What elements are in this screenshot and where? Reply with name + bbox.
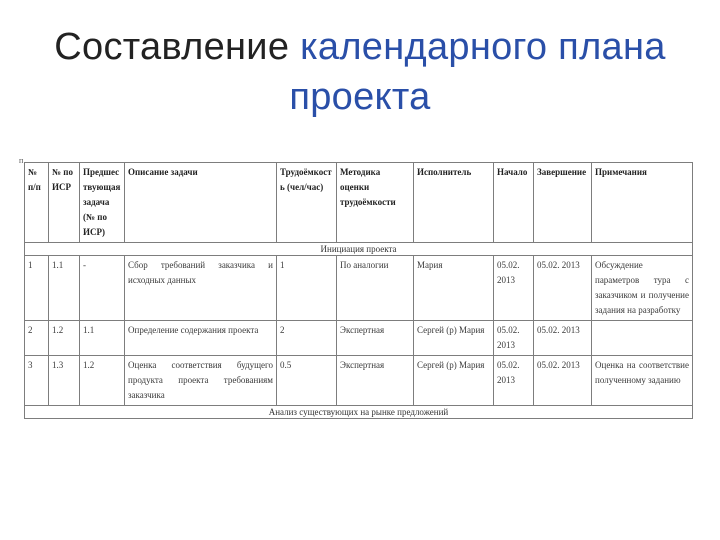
cell-start: 05.02. 2013 [494, 356, 534, 406]
cell-performer: Сергей (р) Мария [414, 321, 494, 356]
section-title: Инициация проекта [25, 243, 693, 256]
cell-method: Экспертная [337, 321, 414, 356]
title-part-2: календарного плана [300, 26, 666, 68]
cell-isr: 1.3 [49, 356, 80, 406]
header-predecessor: Предшествующая задача (№ по ИСР) [80, 163, 125, 243]
cell-predecessor: 1.1 [80, 321, 125, 356]
header-method: Методика оценки трудоёмкости [337, 163, 414, 243]
cell-end: 05.02. 2013 [534, 321, 592, 356]
cell-end: 05.02. 2013 [534, 256, 592, 321]
cell-performer: Сергей (р) Мария [414, 356, 494, 406]
cell-description: Сбор требований заказчика и исходных данных [125, 256, 277, 321]
cell-effort: 1 [277, 256, 337, 321]
cell-num: 3 [25, 356, 49, 406]
cell-end: 05.02. 2013 [534, 356, 592, 406]
header-num: № п/п [25, 163, 49, 243]
cell-performer: Мария [414, 256, 494, 321]
section-title: Анализ существующих на рынке предложений [25, 406, 693, 419]
title-part-3: проекта [289, 76, 431, 118]
cell-predecessor: 1.2 [80, 356, 125, 406]
project-schedule-table [24, 162, 693, 419]
table-header-row [25, 163, 693, 243]
header-end: Завершение [534, 163, 592, 243]
table-row [25, 356, 693, 406]
cell-start: 05.02. 2013 [494, 321, 534, 356]
cell-notes: Обсуждение параметров тура с заказчиком и получение задания на разработку [592, 256, 693, 321]
cell-effort: 0.5 [277, 356, 337, 406]
cell-num: 2 [25, 321, 49, 356]
section-row [25, 406, 693, 419]
header-start: Начало [494, 163, 534, 243]
header-isr: № по ИСР [49, 163, 80, 243]
cell-start: 05.02. 2013 [494, 256, 534, 321]
table-row [25, 256, 693, 321]
cell-isr: 1.2 [49, 321, 80, 356]
cell-num: 1 [25, 256, 49, 321]
cell-description: Определение содержания проекта [125, 321, 277, 356]
cell-predecessor: - [80, 256, 125, 321]
header-description: Описание задачи [125, 163, 277, 243]
corner-mark: п [19, 156, 24, 165]
table-row [25, 321, 693, 356]
header-performer: Исполнитель [414, 163, 494, 243]
header-effort: Трудоёмкость (чел/час) [277, 163, 337, 243]
header-notes: Примечания [592, 163, 693, 243]
slide-title [0, 22, 720, 122]
section-row [25, 243, 693, 256]
cell-effort: 2 [277, 321, 337, 356]
cell-method: Экспертная [337, 356, 414, 406]
cell-notes [592, 321, 693, 356]
title-part-1: Составление [54, 26, 290, 68]
cell-method: По аналогии [337, 256, 414, 321]
cell-description: Оценка соответствия будущего продукта проекта требованиям заказчика [125, 356, 277, 406]
cell-notes: Оценка на соответствие полученному заданию [592, 356, 693, 406]
cell-isr: 1.1 [49, 256, 80, 321]
